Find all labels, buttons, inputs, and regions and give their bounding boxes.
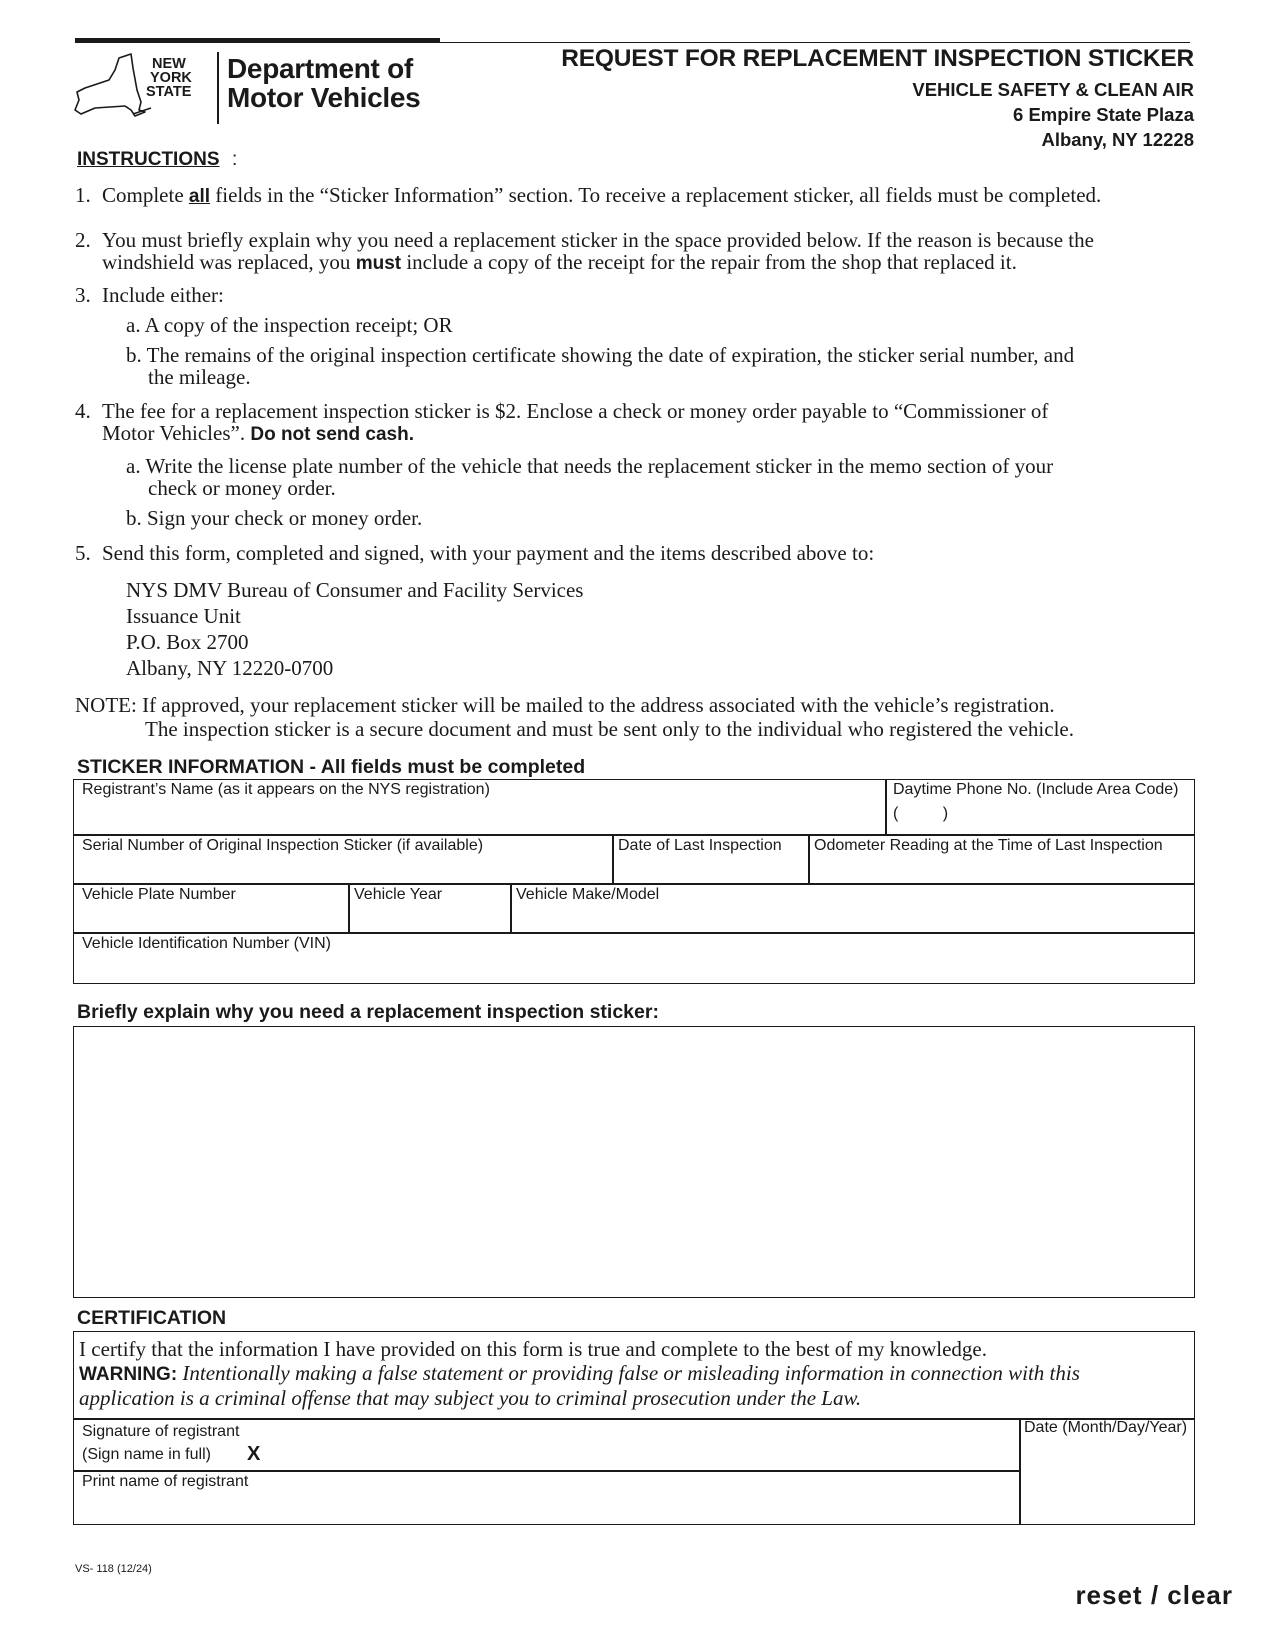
warning-text-2: application is a criminal offense that may subject you to criminal prosecution under the Law. [79, 1386, 862, 1410]
daytime-phone-label: Daytime Phone No. (Include Area Code) [893, 781, 1179, 798]
logo-state-state: STATE [146, 84, 192, 100]
area-code-parentheses: ( ) [893, 805, 949, 822]
mailing-address-line1: NYS DMV Bureau of Consumer and Facility Services [126, 578, 584, 602]
address-line2: Albany, NY 12228 [1041, 129, 1194, 150]
instruction-3-line: Include either: [102, 283, 224, 307]
instruction-5-number: 5. [75, 541, 91, 565]
instruction-3b-line2: the mileage. [148, 365, 251, 389]
form-subtitle: VEHICLE SAFETY & CLEAN AIR [912, 79, 1194, 100]
sticker-serial-number-label: Serial Number of Original Inspection Sticker (if available) [82, 837, 484, 854]
instruction-1-emphasis: all [188, 186, 211, 207]
instruction-4-emphasis: Do not send cash. [250, 424, 414, 445]
mailing-address-line2: Issuance Unit [126, 604, 241, 628]
explanation-textarea[interactable] [73, 1026, 1195, 1298]
instruction-3a: a. A copy of the inspection receipt; OR [126, 313, 453, 337]
logo-state-text [146, 56, 192, 100]
explanation-heading: Briefly explain why you need a replacement inspection sticker: [77, 1001, 659, 1023]
instruction-4b: b. Sign your check or money order. [126, 506, 423, 530]
instruction-1-text-b: fields in the “Sticker Information” section. To receive a replacement sticker, all fields must be completed. [210, 183, 1102, 207]
logo-state-york: YORK [150, 70, 192, 86]
instructions-heading: INSTRUCTIONS [77, 149, 220, 170]
address-line1: 6 Empire State Plaza [1013, 104, 1194, 125]
logo-dept-line2: Motor Vehicles [227, 82, 421, 113]
logo-divider [217, 52, 219, 124]
instruction-1 [102, 184, 1101, 208]
instruction-2-emphasis: must [355, 253, 402, 274]
form-identifier: VS- 118 (12/24) [75, 1563, 152, 1575]
instruction-2-line2 [102, 251, 1017, 275]
logo-department-name [227, 54, 420, 112]
logo-state-new: NEW [152, 56, 186, 72]
header-rule [75, 42, 1190, 43]
certification-heading: CERTIFICATION [77, 1307, 227, 1329]
signature-x-mark: X [247, 1443, 261, 1465]
form-subtitle-address [912, 77, 1194, 152]
instruction-4-line2 [102, 422, 414, 446]
instruction-5-line: Send this form, completed and signed, with your payment and the items described above to: [102, 541, 875, 565]
print-name-label: Print name of registrant [82, 1473, 249, 1490]
warning-line1 [79, 1362, 1080, 1386]
vehicle-make-model-label: Vehicle Make/Model [516, 886, 660, 903]
warning-line2 [79, 1387, 861, 1409]
instruction-2-text-a: windshield was replaced, you [102, 250, 356, 274]
instruction-1-number: 1. [75, 183, 91, 207]
instruction-1-text-a: Complete [102, 183, 189, 207]
instruction-4-number: 4. [75, 399, 91, 423]
instruction-4a-line2: check or money order. [148, 476, 336, 500]
instructions-colon: : [232, 149, 238, 170]
note-line2: The inspection sticker is a secure document and must be sent only to the individual who registered the vehicle. [145, 717, 1074, 741]
instruction-3b-line1: b. The remains of the original inspection certificate showing the date of expiration, the sticker serial number, and [126, 343, 1075, 367]
note-line1: NOTE: If approved, your replacement sticker will be mailed to the address associated with the vehicle’s registration. [75, 693, 1055, 717]
instruction-4-line1: The fee for a replacement inspection sticker is $2. Enclose a check or money order payable to “Commissioner of [102, 399, 1049, 423]
instruction-4a-line1: a. Write the license plate number of the vehicle that needs the replacement sticker in the memo section of your [126, 454, 1054, 478]
odometer-reading-label: Odometer Reading at the Time of Last Inspection [814, 837, 1163, 854]
logo-dept-line1: Department of [227, 53, 413, 84]
signature-sublabel: (Sign name in full) [82, 1446, 211, 1463]
form-title: REQUEST FOR REPLACEMENT INSPECTION STICKER [561, 45, 1194, 72]
vehicle-plate-number-label: Vehicle Plate Number [82, 886, 236, 903]
signature-label: Signature of registrant [82, 1423, 240, 1440]
certification-statement: I certify that the information I have provided on this form is true and complete to the best of my knowledge. [79, 1337, 988, 1361]
registrant-name-label: Registrant’s Name (as it appears on the NYS registration) [82, 781, 490, 798]
instruction-3-number: 3. [75, 283, 91, 307]
sticker-info-heading: STICKER INFORMATION - All fields must be completed [77, 756, 586, 778]
vehicle-year-label: Vehicle Year [354, 886, 443, 903]
instruction-2-number: 2. [75, 228, 91, 252]
instruction-2-line1: You must briefly explain why you need a replacement sticker in the space provided below. If the reason is because the [102, 228, 1094, 252]
mailing-address-line3: P.O. Box 2700 [126, 630, 249, 654]
new-york-state-map-icon [73, 50, 153, 124]
instruction-2-text-b: include a copy of the receipt for the repair from the shop that replaced it. [401, 250, 1017, 274]
instruction-4-text-a: Motor Vehicles”. [102, 421, 251, 445]
warning-label: WARNING: [79, 1364, 178, 1385]
last-inspection-date-label: Date of Last Inspection [618, 837, 782, 854]
date-label: Date (Month/Day/Year) [1024, 1419, 1188, 1436]
warning-text-1: Intentionally making a false statement or providing false or misleading information in connection with this [177, 1361, 1080, 1385]
reset-clear-button[interactable]: reset / clear [1075, 1580, 1233, 1610]
mailing-address-line4: Albany, NY 12220-0700 [126, 656, 334, 680]
vin-label: Vehicle Identification Number (VIN) [82, 935, 331, 952]
